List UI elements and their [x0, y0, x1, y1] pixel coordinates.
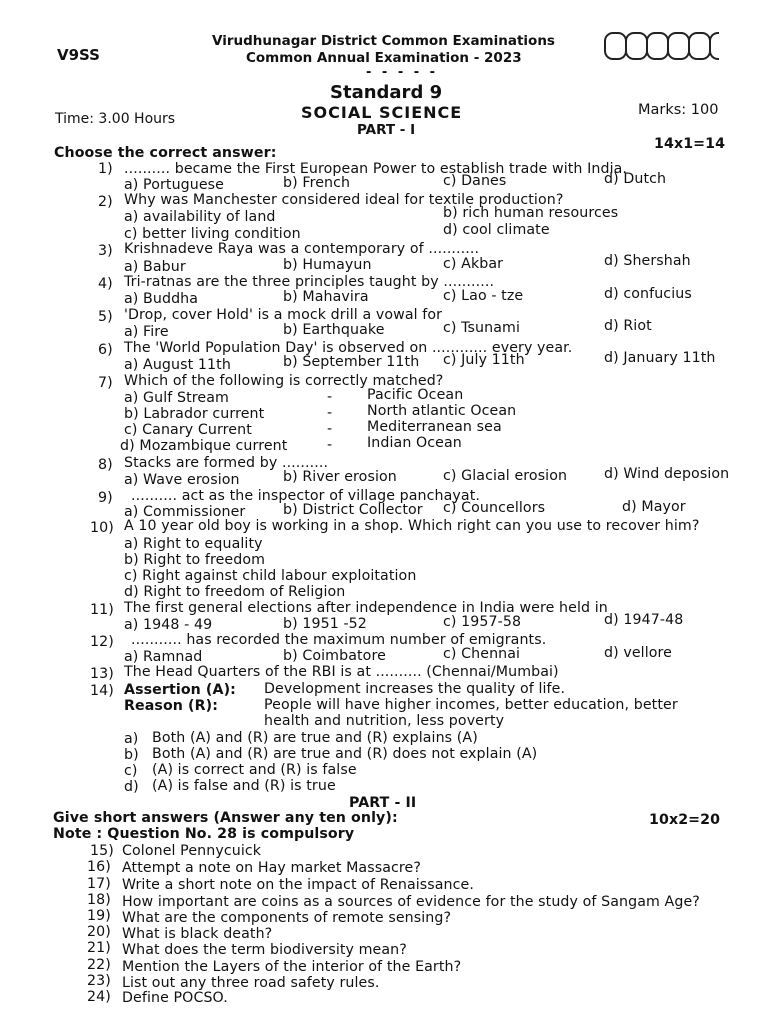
- question-text: Why was Manchester considered ideal for textile production?: [124, 192, 564, 208]
- option-label: d): [124, 779, 139, 795]
- option-c: c) Councellors: [443, 500, 546, 516]
- question-text: 'Drop, cover Hold' is a mock drill a vowal for: [124, 307, 443, 323]
- match-dash: -: [327, 437, 333, 453]
- assertion-text: Development increases the quality of life.: [264, 681, 566, 697]
- question-text: .......... act as the inspector of village panchayat.: [131, 488, 480, 504]
- register-box: [604, 32, 627, 60]
- register-box: [709, 32, 719, 60]
- option-b: Both (A) and (R) are true and (R) does not explain (A): [152, 746, 538, 762]
- question-number: 2): [98, 194, 113, 210]
- question-text: ........... has recorded the maximum number of emigrants.: [131, 632, 547, 648]
- option-c: c) better living condition: [124, 226, 301, 242]
- question-number: 19): [87, 908, 111, 924]
- match-left: b) Labrador current: [124, 406, 265, 422]
- option-label: a): [124, 731, 139, 747]
- question-number: 1): [98, 161, 113, 177]
- option-a: a) availability of land: [124, 209, 276, 225]
- option-label: c): [124, 763, 138, 779]
- option-c: c) July 11th: [443, 352, 525, 368]
- standard-title: Standard 9: [330, 82, 443, 103]
- question-number: 6): [98, 342, 113, 358]
- paper-code: V9SS: [57, 46, 100, 64]
- option-c: c) Akbar: [443, 256, 504, 272]
- question-text: The 'World Population Day' is observed on ............ every year.: [124, 340, 573, 356]
- total-marks: Marks: 100: [638, 102, 719, 118]
- question-number: 5): [98, 309, 113, 325]
- part-2-note: Note : Question No. 28 is compulsory: [53, 826, 355, 842]
- option-a: a) 1948 - 49: [124, 617, 213, 633]
- option-d: d) cool climate: [443, 222, 550, 238]
- option-d: d) confucius: [604, 286, 692, 302]
- question-number: 15): [90, 843, 114, 859]
- question-text: The Head Quarters of the RBI is at .......... (Chennai/Mumbai): [124, 664, 559, 680]
- option-a: a) Ramnad: [124, 649, 203, 665]
- question-number: 22): [87, 957, 111, 973]
- option-c: c) Tsunami: [443, 320, 520, 336]
- option-d: (A) is false and (R) is true: [152, 778, 336, 794]
- option-d: d) Mayor: [622, 499, 686, 515]
- question-text: Krishnadeve Raya was a contemporary of ...........: [124, 241, 480, 257]
- exam-name: Common Annual Examination - 2023: [246, 50, 522, 66]
- match-right: North atlantic Ocean: [367, 403, 517, 419]
- part-1-instruction: Choose the correct answer:: [54, 145, 277, 161]
- question-text: How important are coins as a sources of evidence for the study of Sangam Age?: [122, 894, 700, 910]
- question-text: The first general elections after independence in India were held in: [124, 600, 608, 616]
- exam-board-title: Virudhunagar District Common Examinations: [212, 33, 555, 49]
- question-text: Attempt a note on Hay market Massacre?: [122, 860, 421, 876]
- question-number: 7): [98, 375, 113, 391]
- option-d: d) Wind deposion: [604, 466, 730, 482]
- option-b: b) 1951 -52: [283, 616, 367, 632]
- question-text: Colonel Pennycuick: [122, 843, 262, 859]
- question-number: 10): [90, 520, 114, 536]
- question-number: 24): [87, 989, 111, 1005]
- register-box: [667, 32, 690, 60]
- match-right: Pacific Ocean: [367, 387, 464, 403]
- part-1-score: 14x1=14: [654, 136, 726, 152]
- question-text: Write a short note on the impact of Renaissance.: [122, 877, 474, 893]
- question-number: 13): [90, 666, 114, 682]
- option-a: a) Wave erosion: [124, 472, 240, 488]
- option-b: b) Coimbatore: [283, 648, 386, 664]
- register-box: [625, 32, 648, 60]
- option-b: b) French: [283, 175, 351, 191]
- question-text: List out any three road safety rules.: [122, 975, 380, 991]
- option-d: d) 1947-48: [604, 612, 684, 628]
- option-c: c) Lao - tze: [443, 288, 524, 304]
- option-d: d) Right to freedom of Religion: [124, 584, 346, 600]
- option-b: b) River erosion: [283, 469, 397, 485]
- reason-label: Reason (R):: [124, 698, 219, 714]
- option-b: b) September 11th: [283, 354, 420, 370]
- question-number: 23): [87, 973, 111, 989]
- match-right: Indian Ocean: [367, 435, 462, 451]
- reason-text-cont: health and nutrition, less poverty: [264, 713, 505, 729]
- option-c: c) 1957-58: [443, 614, 522, 630]
- option-d: d) Riot: [604, 318, 652, 334]
- question-number: 18): [87, 892, 111, 908]
- option-d: d) vellore: [604, 645, 672, 661]
- option-c: (A) is correct and (R) is false: [152, 762, 357, 778]
- question-text: Which of the following is correctly matched?: [124, 373, 444, 389]
- question-number: 4): [98, 276, 113, 292]
- option-a: a) Fire: [124, 324, 169, 340]
- option-a: Both (A) and (R) are true and (R) explains (A): [152, 730, 478, 746]
- option-c: c) Danes: [443, 173, 507, 189]
- question-text: Stacks are formed by ..........: [124, 455, 329, 471]
- question-number: 17): [87, 876, 111, 892]
- option-a: a) Commissioner: [124, 504, 246, 520]
- option-label: b): [124, 747, 139, 763]
- assertion-label: Assertion (A):: [124, 682, 236, 698]
- question-text: Mention the Layers of the interior of the Earth?: [122, 959, 462, 975]
- match-right: Mediterranean sea: [367, 419, 502, 435]
- option-a: a) Babur: [124, 259, 186, 275]
- question-text: Tri-ratnas are the three principles taught by ...........: [124, 274, 495, 290]
- question-number: 9): [98, 490, 113, 506]
- part-2-title: PART - II: [349, 795, 417, 811]
- part-1-title: PART - I: [357, 122, 416, 138]
- exam-duration: Time: 3.00 Hours: [55, 111, 176, 127]
- reason-text: People will have higher incomes, better education, better: [264, 697, 678, 713]
- match-left: c) Canary Current: [124, 422, 252, 438]
- question-number: 16): [87, 859, 111, 875]
- header-divider: - - - - -: [366, 65, 439, 80]
- option-a: a) Right to equality: [124, 536, 263, 552]
- question-number: 11): [90, 602, 114, 618]
- question-text: What does the term biodiversity mean?: [122, 942, 407, 958]
- question-text: What are the components of remote sensing?: [122, 910, 452, 926]
- question-number: 3): [98, 243, 113, 259]
- match-left: a) Gulf Stream: [124, 390, 229, 406]
- option-d: d) Shershah: [604, 253, 691, 269]
- option-c: c) Right against child labour exploitation: [124, 568, 417, 584]
- register-box: [646, 32, 669, 60]
- question-text: A 10 year old boy is working in a shop. Which right can you use to recover him?: [124, 518, 700, 534]
- question-text: What is black death?: [122, 926, 273, 942]
- question-text: .......... became the First European Power to establish trade with India.: [124, 161, 628, 177]
- match-dash: -: [327, 405, 333, 421]
- option-d: d) Dutch: [604, 171, 667, 187]
- match-left: d) Mozambique current: [120, 438, 288, 454]
- match-dash: -: [327, 421, 333, 437]
- option-b: b) Right to freedom: [124, 552, 266, 568]
- option-b: b) Earthquake: [283, 322, 385, 338]
- option-b: b) Mahavira: [283, 289, 369, 305]
- option-d: d) January 11th: [604, 350, 716, 366]
- question-text: Define POCSO.: [122, 990, 228, 1006]
- option-a: a) Buddha: [124, 291, 199, 307]
- option-a: a) Portuguese: [124, 177, 225, 193]
- question-number: 20): [87, 924, 111, 940]
- question-number: 12): [90, 634, 114, 650]
- option-b: b) Humayun: [283, 257, 372, 273]
- part-2-instruction: Give short answers (Answer any ten only):: [53, 810, 398, 826]
- option-b: b) District Collector: [283, 502, 423, 518]
- question-number: 8): [98, 457, 113, 473]
- register-box: [688, 32, 711, 60]
- option-a: a) August 11th: [124, 357, 231, 373]
- register-number-boxes: [604, 32, 717, 60]
- option-b: b) rich human resources: [443, 205, 619, 221]
- option-c: c) Glacial erosion: [443, 468, 568, 484]
- question-number: 21): [87, 940, 111, 956]
- part-2-score: 10x2=20: [649, 812, 721, 828]
- subject-title: SOCIAL SCIENCE: [301, 103, 463, 122]
- match-dash: -: [327, 389, 333, 405]
- question-number: 14): [90, 683, 114, 699]
- option-c: c) Chennai: [443, 646, 521, 662]
